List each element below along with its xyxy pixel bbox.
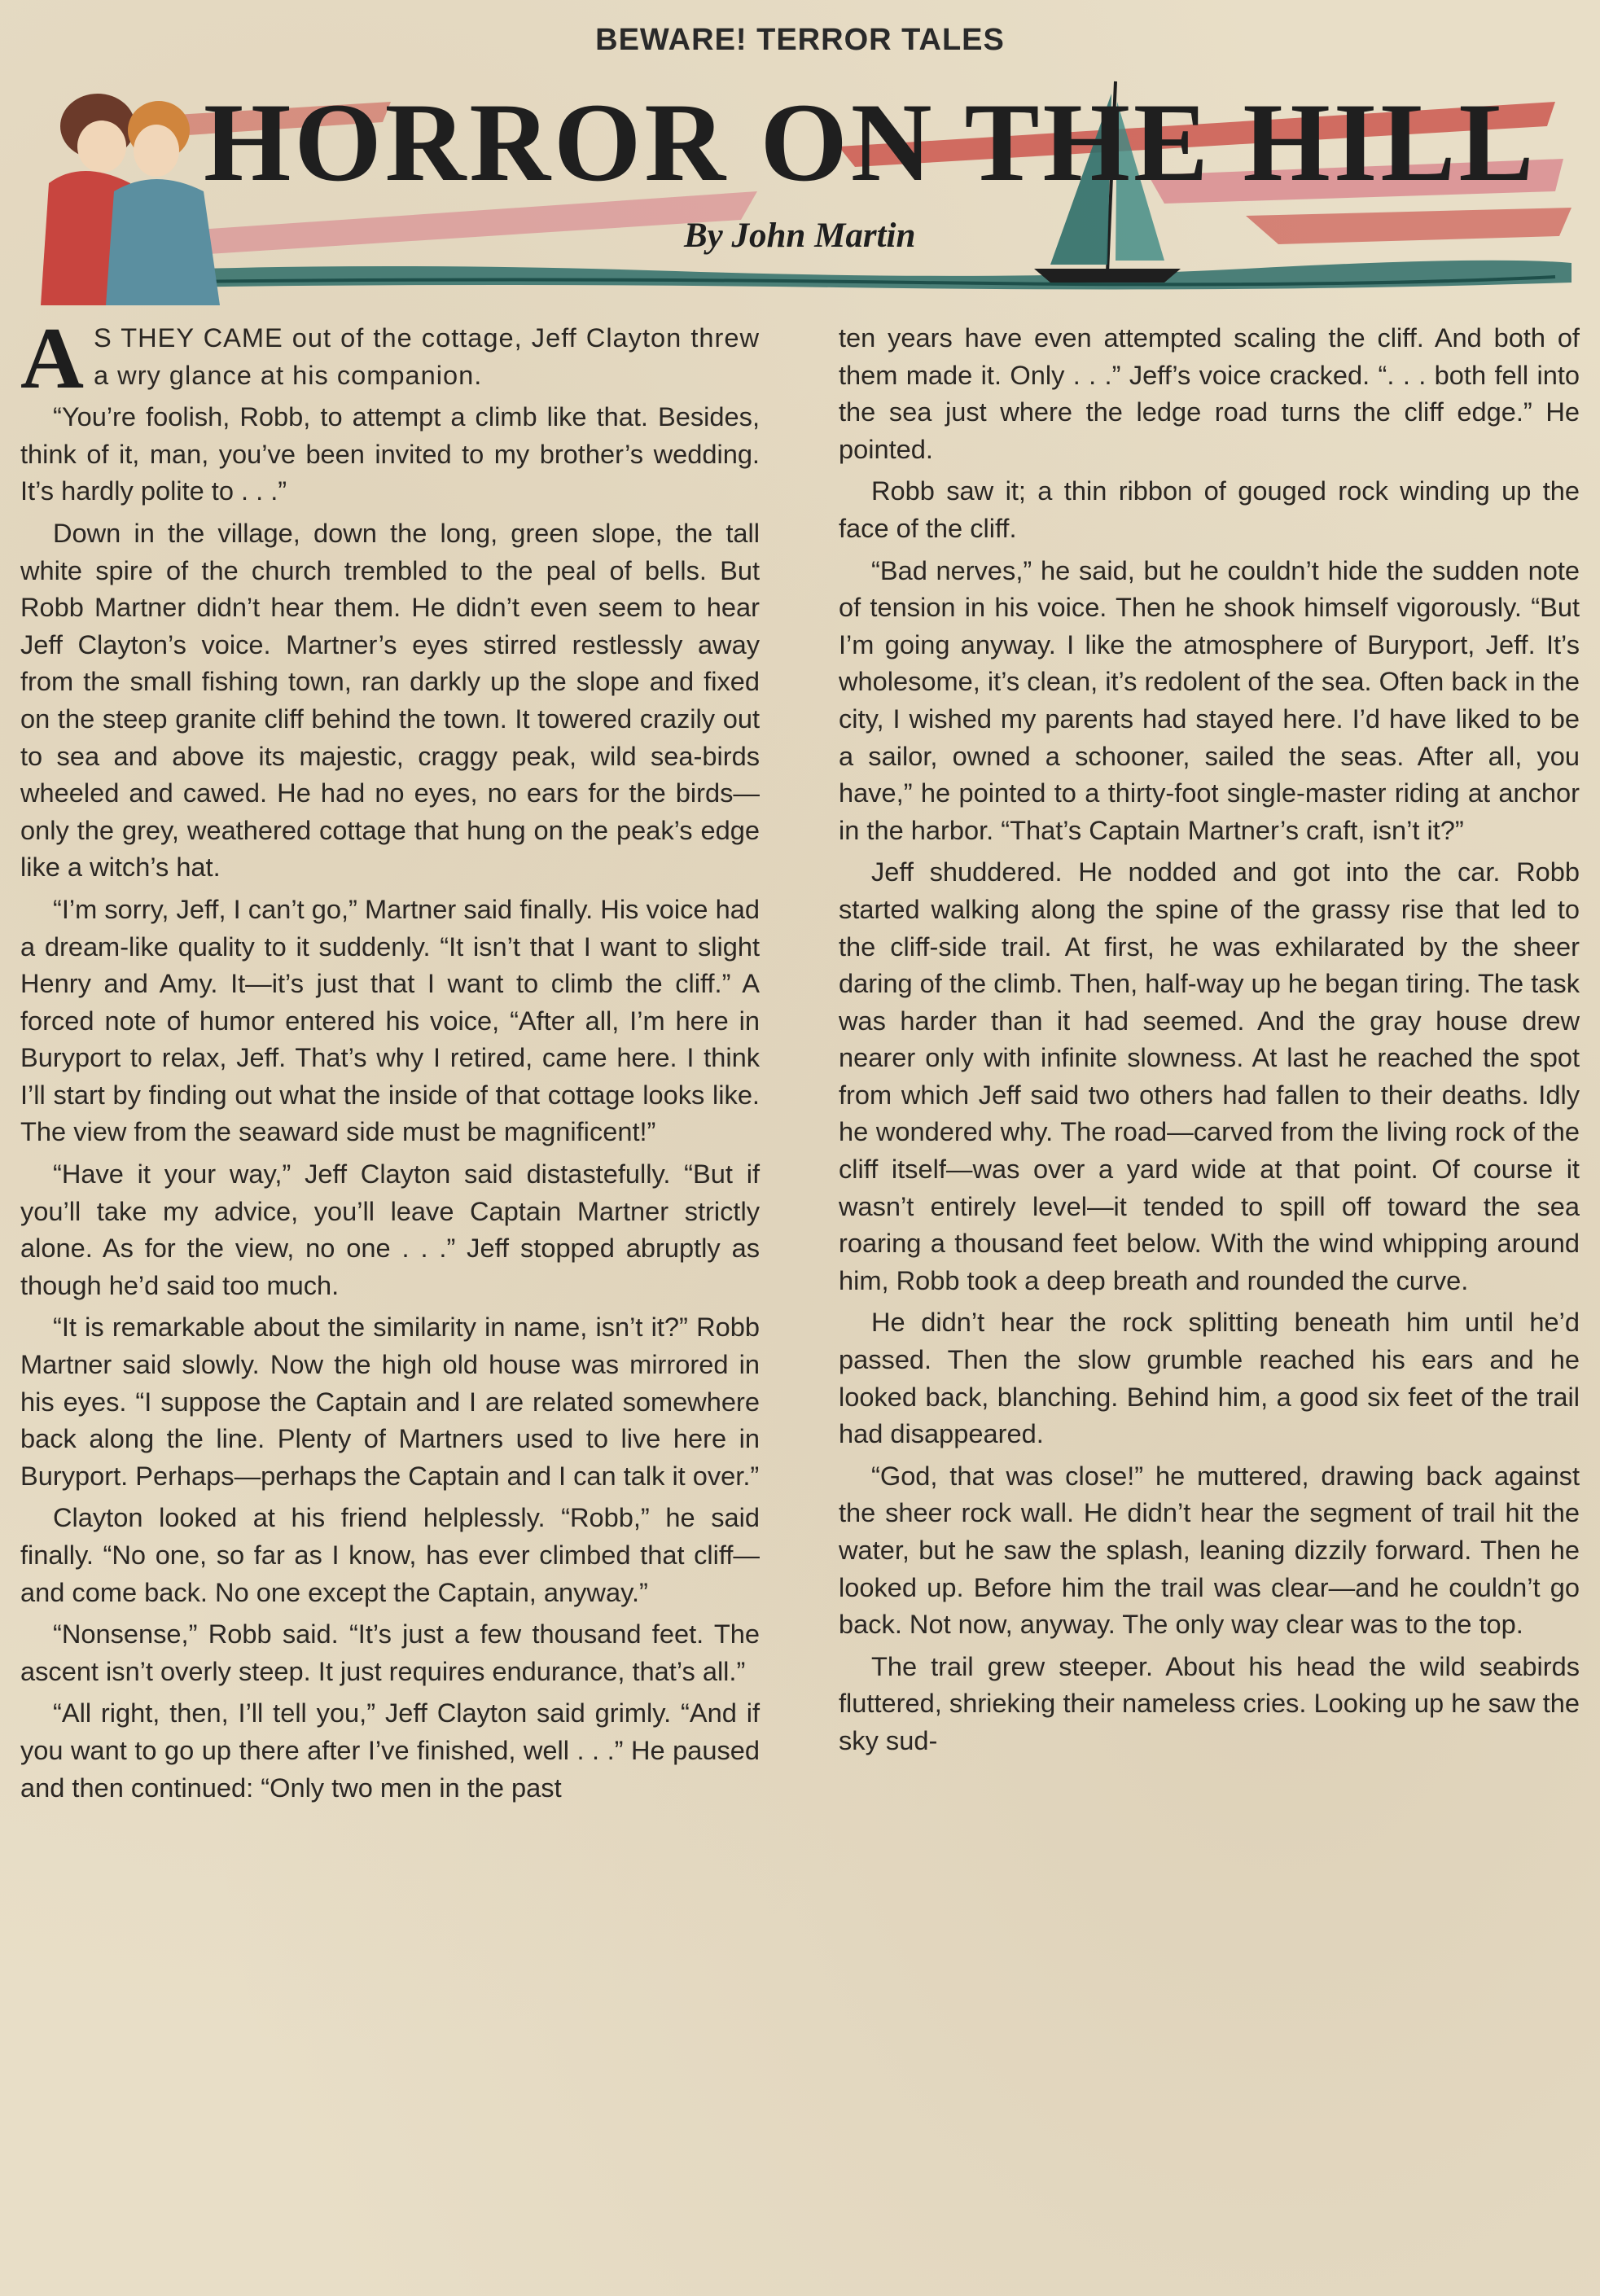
paragraph: “It is remarkable about the similarity in name, isn’t it?” Robb Martner said slowly. Now the high old house was mirrored in his eyes. “I suppose the Captain and I are related somewhere back along the line. Plenty of Martners used to live here in Buryport. Perhaps—perhaps the Captain and I can talk it over.”	[20, 1312, 760, 1491]
paragraph: Down in the village, down the long, green slope, the tall white spire of the church trembled to the peal of bells. But Robb Martner didn’t hear them. He didn’t even seem to hear Jeff Clayton’s voice. Martner’s eyes stirred restlessly away from the small fishing town, ran darkly up the slope and fixed on the steep granite cliff behind the town. It towered crazily out to sea and above its majestic, craggy peak, wild sea-birds wheeled and cawed. He had no eyes, no ears for the birds—only the grey, weathered cottage that hung on the peak’s edge like a witch’s hat.	[20, 517, 760, 883]
paragraph: Clayton looked at his friend helplessly. “Robb,” he said finally. “No one, so far as I know, has ever climbed that cliff—and come back. No one except the Captain, anyway.”	[20, 1502, 760, 1607]
series-header: BEWARE! TERROR TALES	[595, 23, 1005, 57]
paragraph: “I’m sorry, Jeff, I can’t go,” Martner said finally. His voice had a dream-like quality to it suddenly. “It isn’t that I want to slight Henry and Amy. It—it’s just that I want to climb the cliff.” A forced note of humor entered his voice, “After all, I’m here in Buryport to relax, Jeff. That’s why I retired, came here. I think I’ll start by finding out what the inside of that cottage looks like. The view from the seaward side must be magnificent!”	[20, 893, 760, 1147]
paragraph: The trail grew steeper. About his head the wild seabirds fluttered, shrieking their nameless cries. Looking up he saw the sky sud-	[839, 1650, 1580, 1755]
paragraph: A S THEY CAME out of the cottage, Jeff Clayton threw a wry glance at his companion.	[20, 310, 760, 407]
paragraph: “Have it your way,” Jeff Clayton said distastefully. “But if you’ll take my advice, you’ll leave Captain Martner strictly alone. As for the view, no one . . .” Jeff stopped abruptly as though he’d said too much.	[20, 1159, 760, 1300]
paragraph: “You’re foolish, Robb, to attempt a climb like that. Besides, think of it, man, you’ve been invited to my brother’s wedding. It’s hardly polite to . . .”	[20, 401, 760, 506]
paragraph: He didn’t hear the rock splitting beneath him until he’d passed. Then the slow grumble reached his ears and he looked back, blanching. Behind him, a good six feet of the trail had disappeared.	[839, 1307, 1580, 1449]
paragraph: “Bad nerves,” he said, but he couldn’t hide the sudden note of tension in his voice. Then he shook himself vigorously. “But I’m going anyway. I like the atmosphere of Buryport, Jeff. It’s wholesome, it’s clean, it’s redolent of the sea. Often back in the city, I wished my parents had stayed here. I’d have liked to be a sailor, owned a schooner, sailed the seas. After all, you have,” he pointed to a thirty-foot single-master riding at anchor in the harbor. “That’s Captain Martner’s craft, isn’t it?”	[839, 554, 1580, 845]
text-column-right	[839, 319, 1580, 1764]
paragraph: “All right, then, I’ll tell you,” Jeff Clayton said grimly. “And if you want to go up there after I’ve finished, well . . .” He paused and then continued: “Only two men in the past	[20, 1698, 760, 1803]
paragraph: “God, that was close!” he muttered, drawing back against the sheer rock wall. He didn’t hear the segment of trail hit the water, but he saw the splash, leaning dizzily forward. Then he looked up. Before him the trail was clear—and he couldn’t go back. Not now, anyway. The only way clear was to the top.	[839, 1460, 1580, 1640]
paragraph: “Nonsense,” Robb said. “It’s just a few thousand feet. The ascent isn’t overly steep. It just requires endurance, that’s all.”	[20, 1619, 760, 1686]
text-column-left	[20, 310, 760, 1811]
paragraph: Robb saw it; a thin ribbon of gouged rock winding up the face of the cliff.	[839, 475, 1580, 543]
story-title: HORROR ON THE HILL	[204, 80, 1537, 204]
paragraph: ten years have even attempted scaling the cliff. And both of them made it. Only . . .” Jeff’s voice cracked. “. . . both fell into the sea just where the ledge road turns the cliff edge.” He pointed.	[839, 322, 1580, 464]
author-byline: By John Martin	[684, 217, 916, 255]
drop-cap: A	[20, 310, 84, 407]
paragraph: Jeff shuddered. He nodded and got into the car. Robb started walking along the spine of the grassy rise that led to the cliff-side trail. At first, he was exhilarated by the sheer daring of the climb. Then, half-way up he began tiring. The task was harder than it had seemed. And the gray house drew nearer only with infinite slowness. At last he reached the spot from which Jeff said two others had fallen to their deaths. Idly he wondered why. The road—carved from the living rock of the cliff itself—was over a yard wide at that point. Of course it wasn’t entirely level—it tended to spill off toward the sea roaring a thousand feet below. With the wind whipping around him, Robb took a deep breath and rounded the curve.	[839, 857, 1580, 1295]
